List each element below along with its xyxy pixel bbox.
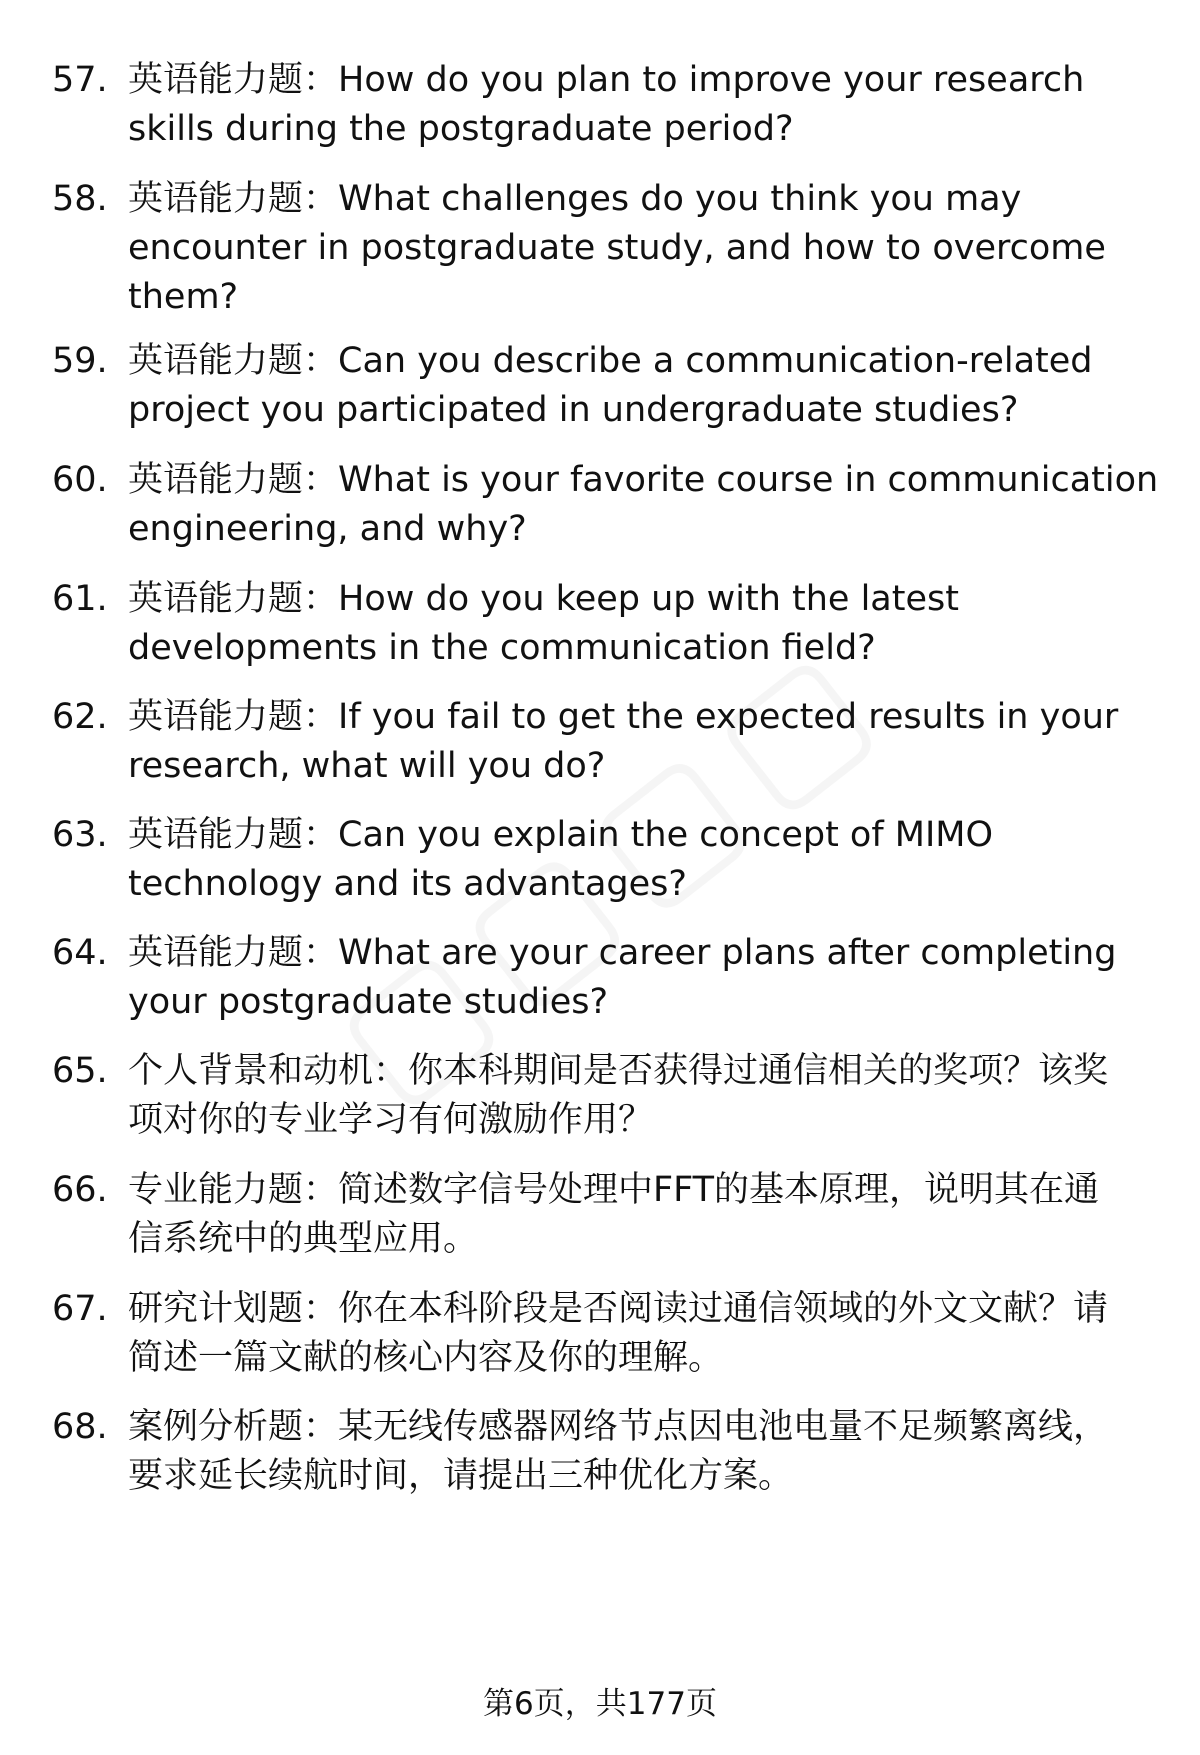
question-line: 信系统中的典型应用。 — [128, 1219, 479, 1259]
question-text — [128, 1403, 1168, 1501]
question-number: 65. — [52, 1051, 108, 1091]
question-line: project you participated in undergraduate studies? — [128, 390, 1019, 430]
page-number-label: 第6页，共177页 — [483, 1686, 717, 1722]
question-number: 63. — [52, 815, 108, 855]
page-footer — [0, 1683, 1200, 1725]
question-number: 68. — [52, 1407, 108, 1447]
question-text — [128, 337, 1168, 435]
question-line: 英语能力题：Can you describe a communication-related — [128, 341, 1093, 381]
question-text — [128, 175, 1168, 322]
question-text — [128, 56, 1168, 154]
question-number: 61. — [52, 579, 108, 619]
question-text — [128, 1047, 1168, 1145]
question-line: 项对你的专业学习有何激励作用？ — [128, 1100, 654, 1140]
question-number: 64. — [52, 933, 108, 973]
question-number: 59. — [52, 341, 108, 381]
question-number: 62. — [52, 697, 108, 737]
question-line: engineering, and why? — [128, 509, 527, 549]
question-line: 英语能力题：What challenges do you think you may — [128, 179, 1022, 219]
question-line: 要求延长续航时间，请提出三种优化方案。 — [128, 1456, 794, 1496]
question-number: 67. — [52, 1289, 108, 1329]
question-line: 英语能力题：How do you keep up with the latest — [128, 579, 959, 619]
question-line: technology and its advantages? — [128, 864, 687, 904]
question-line: 英语能力题：If you fail to get the expected results in your — [128, 697, 1119, 737]
question-line: 英语能力题：How do you plan to improve your research — [128, 60, 1085, 100]
question-line: 简述一篇文献的核心内容及你的理解。 — [128, 1338, 724, 1378]
question-text — [128, 811, 1168, 909]
question-line: 案例分析题：某无线传感器网络节点因电池电量不足频繁离线， — [128, 1407, 1109, 1447]
question-text — [128, 693, 1168, 791]
question-line: 英语能力题：Can you explain the concept of MIMO — [128, 815, 994, 855]
question-text — [128, 575, 1168, 673]
question-line: skills during the postgraduate period? — [128, 109, 794, 149]
question-line: them? — [128, 277, 239, 317]
question-line: research, what will you do? — [128, 746, 606, 786]
question-number: 60. — [52, 460, 108, 500]
question-line: 研究计划题：你在本科阶段是否阅读过通信领域的外文文献？请 — [128, 1289, 1109, 1329]
question-line: encounter in postgraduate study, and how to overcome — [128, 228, 1106, 268]
question-number: 58. — [52, 179, 108, 219]
question-line: 英语能力题：What are your career plans after completing — [128, 933, 1117, 973]
question-text — [128, 1285, 1168, 1383]
question-text — [128, 1166, 1168, 1264]
question-line: your postgraduate studies? — [128, 982, 609, 1022]
question-number: 66. — [52, 1170, 108, 1210]
question-line: developments in the communication field? — [128, 628, 876, 668]
question-number: 57. — [52, 60, 108, 100]
question-text — [128, 929, 1168, 1027]
question-line: 英语能力题：What is your favorite course in communication — [128, 460, 1159, 500]
question-text — [128, 456, 1168, 554]
question-line: 专业能力题：简述数字信号处理中FFT的基本原理，说明其在通 — [128, 1170, 1100, 1210]
question-line: 个人背景和动机：你本科期间是否获得过通信相关的奖项？该奖 — [128, 1051, 1109, 1091]
